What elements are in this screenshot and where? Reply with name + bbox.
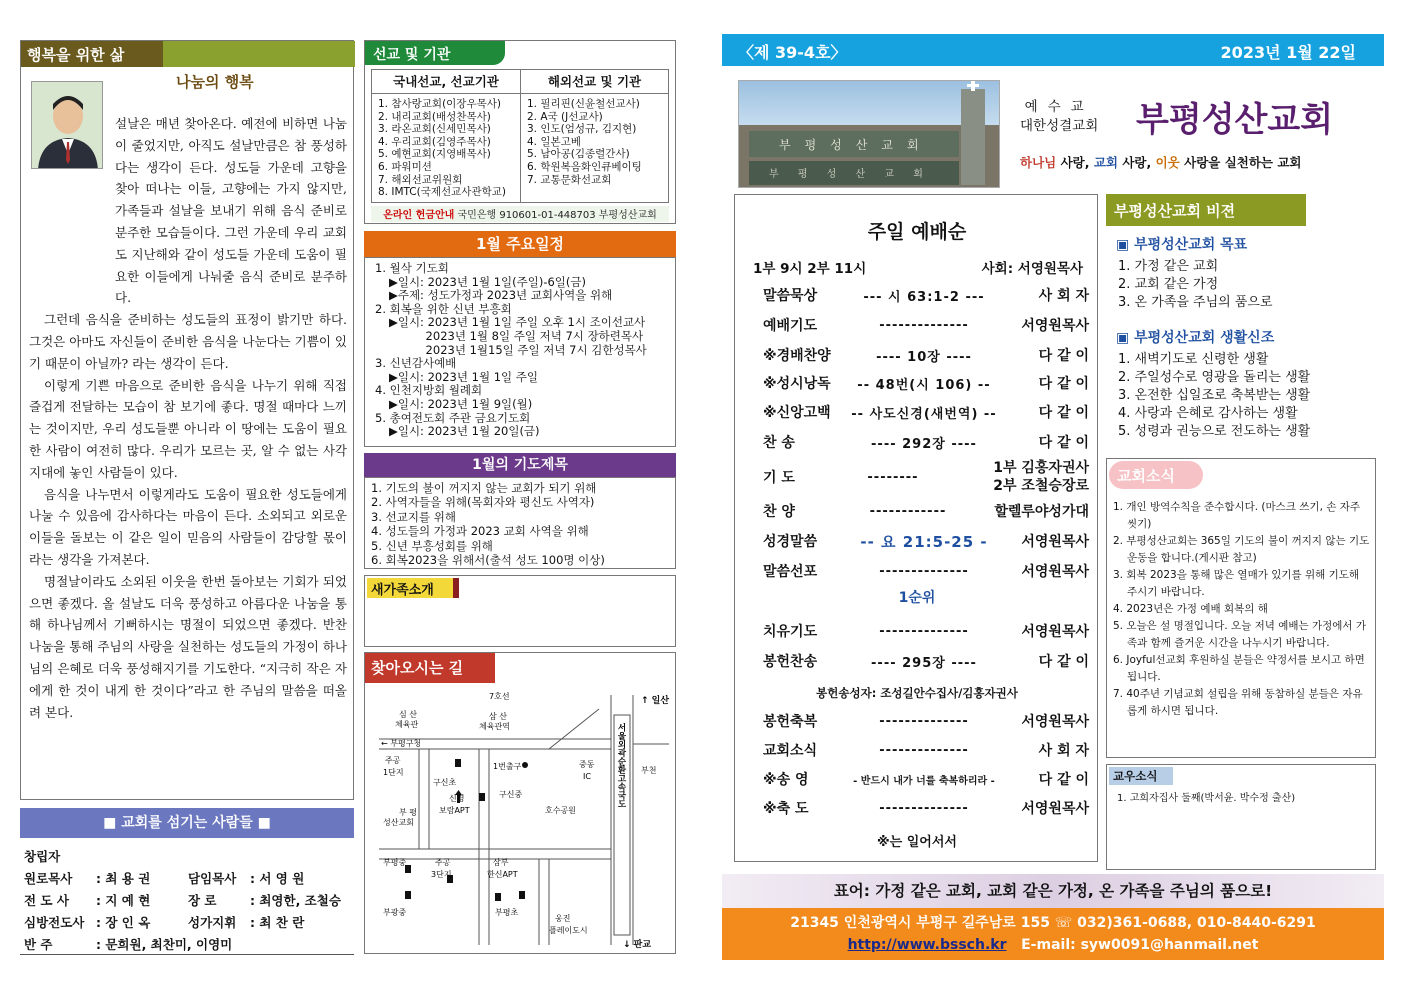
svg-text:호수공원: 호수공원 — [545, 806, 576, 815]
list-item: 7. 40주년 기념교회 설립을 위해 동참하실 분들은 자유롭게 하시면 됩니다. — [1113, 688, 1363, 717]
svg-text:1번출구: 1번출구 — [493, 762, 522, 771]
servant-name: : 최영한, 조철승 — [250, 893, 341, 908]
svg-text:부평초: 부평초 — [495, 908, 519, 917]
worship-item-title: 찬 양 — [763, 504, 795, 520]
list-item: 4. 성도들의 가정과 2023 교회 사역을 위해 — [371, 524, 589, 539]
worship-item — [763, 459, 1089, 495]
svg-text:부 평: 부 평 — [399, 808, 417, 817]
list-item: 1. 참사랑교회(이장우목사) — [378, 98, 501, 110]
overseas-header: 해외선교 및 기관 — [521, 70, 668, 94]
worship-item-title: 말씀묵상 — [763, 288, 818, 304]
essay-header-strip — [163, 41, 355, 67]
list-item: 3. 선교지를 위해 — [371, 509, 456, 524]
worship-item — [763, 343, 1089, 367]
worship-item-person: 서영원목사 — [1021, 714, 1089, 730]
list-item: 5. 신년 부흥성회를 위해 — [371, 538, 493, 553]
svg-text:주공: 주공 — [435, 858, 451, 867]
worship-item-content: ---- 292장 ---- — [871, 436, 977, 452]
svg-text:주공: 주공 — [385, 756, 401, 765]
list-item: 3. 온전한 십일조로 축복받는 생활 — [1118, 388, 1311, 404]
worship-item-content: - 반드시 내가 너를 축복하리라 - — [853, 775, 995, 787]
svg-text:한신APT: 한신APT — [487, 870, 518, 879]
worship-item-title: 봉헌찬송 — [763, 654, 818, 670]
servants-header: ■ 교회를 섬기는 사람들 ■ — [20, 808, 354, 838]
worship-item-person: 서영원목사 — [1021, 534, 1089, 550]
church-news-title: 교회소식 — [1109, 461, 1203, 489]
essay-paragraph: 명절날이라도 소외된 이웃을 한번 돌아보는 기회가 되었으면 좋겠다. 올 설날도 더욱 풍성하고 아름다운 나눔을 통해 하나님께서 기뻐하시는 명절이 되었으면 좋겠다. 반찬 나눔을 통해 주님의 사랑을 실천하는 성도들의 가정이 하나님의 은혜로 더욱 풍성해지기를 기도한다. “지극히 작은 자에게 한 것이 내게 한 것이다”라고 한 주님의 말씀을 떠올려 본다. — [29, 573, 347, 720]
missions-table — [371, 69, 669, 203]
january-schedule-header: 1월 주요일정 — [364, 231, 676, 257]
servant-row — [24, 890, 354, 912]
svg-text:체육관: 체육관 — [395, 720, 419, 729]
worship-item — [763, 649, 1089, 673]
svg-text:삼부: 삼부 — [493, 858, 509, 867]
schedule-detail: ▶일시: 2023년 1월 1일(주일)-6일(금) — [389, 274, 586, 289]
worship-item-person: 다 같 이 — [1038, 348, 1089, 364]
schedule-detail: ▶일시: 2023년 1월 9일(월) — [389, 396, 533, 411]
list-item: 5. 오늘은 설 명절입니다. 오늘 저녁 예배는 가정에서 가족과 함께 즐거운 시간을 나누시기 바랍니다. — [1113, 620, 1367, 649]
servant-name: : 최 찬 란 — [250, 915, 305, 930]
issue-number: 〈제 39-4호〉 — [738, 43, 847, 62]
svg-text:보람APT: 보람APT — [439, 806, 470, 815]
worship-item-person: 다 같 이 — [1038, 435, 1089, 451]
worship-item-title: 봉헌축복 — [763, 714, 818, 730]
svg-text:신명: 신명 — [449, 794, 465, 803]
online-offering-label: 온라인 헌금안내 — [383, 210, 455, 221]
svg-text:1단지: 1단지 — [383, 768, 404, 777]
worship-item-person: 다 같 이 — [1038, 772, 1089, 788]
essay-body — [29, 113, 347, 723]
worship-item-content: -------------- — [879, 623, 969, 639]
worship-item-content: ---- 295장 ---- — [871, 655, 977, 671]
svg-text:↓ 판교: ↓ 판교 — [623, 940, 652, 950]
church-building-photo — [738, 80, 1000, 188]
worship-item-title: 교회소식 — [763, 743, 818, 759]
denomination-line-2: 대한성결교회 — [1020, 118, 1099, 134]
servant-row — [24, 912, 354, 934]
first-priority-label: 1순위 — [898, 590, 936, 606]
worship-item — [763, 738, 1089, 762]
worship-item — [763, 559, 1089, 583]
schedule-detail: 2023년 1월15일 주일 저녁 7시 김한성목사 — [389, 342, 647, 357]
worship-item-person: 서영원목사 — [1021, 318, 1089, 334]
svg-text:3단지: 3단지 — [431, 870, 452, 879]
svg-text:서울외곽순환고속국도: 서울외곽순환고속국도 — [616, 723, 626, 808]
servant-role: 담임목사 — [188, 871, 237, 886]
essay-section — [20, 40, 354, 800]
contact-footer — [722, 908, 1384, 960]
worship-item-content: -------- — [867, 469, 919, 485]
worship-item-person: 사 회 자 — [1038, 743, 1089, 759]
worship-item — [763, 283, 1089, 307]
servant-name: : 지 예 현 — [96, 893, 151, 908]
address: 21345 인천광역시 부평구 길주남로 155 ☏ 032)361-0688, 010-8440-6291 — [790, 915, 1316, 931]
motto-word: 하나님 — [1020, 155, 1057, 170]
essay-paragraph: 설날은 매년 찾아온다. 예전에 비하면 나눔이 줄었지만, 아직도 설날만큼은 참 풍성하다는 생각이 든다. 성도들 가운데 고향을 찾아 떠나는 이들, 고향에는 가지 않지만, 가족들과 설날을 보내기 위해 음식 준비로 분주한 모습들이다. 그런 가운데 우리 교회도 지난해와 같이 성도들 가운데 도움이 필요한 이들에게 나눠줄 음식 준비로 분주하다. — [115, 116, 347, 306]
slogan: 표어: 가정 같은 교회, 교회 같은 가정, 온 가족을 주님의 품으로! — [722, 874, 1384, 908]
motto-text: 사랑, — [1118, 155, 1156, 170]
goal-heading: ▣ 부평성산교회 목표 — [1116, 237, 1248, 253]
service-times: 1부 9시 2부 11시 — [753, 261, 867, 277]
creed-heading: ▣ 부평성산교회 생활신조 — [1116, 329, 1275, 346]
list-item: 3. 인도(엄성규, 김지현) — [527, 123, 637, 136]
servant-name: : 문희원, 최찬미, 이영미 — [96, 937, 233, 952]
divider — [20, 954, 354, 955]
list-item: 3. 회복 2023을 통해 많은 열매가 있기를 위해 기도해 주시기 바랍니다. — [1113, 569, 1360, 598]
worship-item-person: 서영원목사 — [1021, 624, 1089, 640]
worship-item-title: ※경배찬양 — [763, 348, 831, 364]
schedule-detail: 2023년 1월 8일 주일 저녁 7시 장하련목사 — [389, 328, 644, 343]
worship-item-content: ---- 10장 ---- — [876, 349, 972, 365]
list-item: 6. 회복2023을 위해서(출석 성도 100명 이상) — [371, 553, 605, 568]
svg-text:심 산: 심 산 — [399, 710, 417, 719]
prayer-topics-header: 1월의 기도제목 — [364, 453, 676, 477]
svg-text:부 평 성 산 교 회: 부 평 성 산 교 회 — [769, 169, 931, 180]
domestic-missions — [372, 70, 520, 202]
worship-item-person: 사 회 자 — [1038, 288, 1089, 304]
list-item: 4. 사랑과 은혜로 감사하는 생활 — [1118, 406, 1298, 422]
essay-paragraph: 이렇게 기쁜 마음으로 준비한 음식을 나누기 위해 직접 즐겁게 전달하는 모습이 참 보기에 좋다. 명절 때마다 느끼는 것이지만, 우리 성도들뿐 아니라 이 땅에는 도움이 필요한 사람이 여전히 많다. 우리가 모르는 곳, 알 수 없는 사각지대에 놓인 사람들이 있다. — [29, 377, 347, 480]
svg-text:IC: IC — [583, 772, 591, 781]
new-family-title: 새가족소개 — [367, 578, 459, 598]
worship-item-content: ------------ — [869, 503, 947, 519]
worship-item-person: 할렐루야성가대 — [994, 504, 1089, 520]
list-item: 2. 내리교회(배성찬목사) — [378, 110, 491, 123]
worship-item-title: 예배기도 — [763, 318, 818, 334]
list-item: 1. 필리핀(신윤철선교사) — [527, 98, 640, 110]
worship-item-title: ※신앙고백 — [763, 405, 831, 421]
svg-text:삼 산: 삼 산 — [489, 712, 507, 721]
list-item: 1. 기도의 불이 꺼지지 않는 교회가 되기 위해 — [371, 481, 597, 495]
worship-item-person: 다 같 이 — [1038, 654, 1089, 670]
worship-item-content: -- 48번(시 106) -- — [857, 377, 991, 393]
svg-text:↑ 일산: ↑ 일산 — [641, 696, 670, 706]
motto-word: 이웃 — [1155, 155, 1180, 170]
servant-role: 성가지휘 — [188, 915, 237, 930]
denomination — [1020, 98, 1098, 136]
worship-order — [734, 194, 1098, 862]
email[interactable]: E-mail: syw0091@hanmail.net — [1021, 937, 1259, 953]
worship-item-person: 서영원목사 — [1021, 564, 1089, 580]
worship-item-title: 찬 송 — [763, 435, 795, 451]
denomination-line-1: 예수교 — [1024, 99, 1094, 115]
list-item: 6. 파워미션 — [378, 160, 432, 173]
list-item: 3. 라온교회(신세민목사) — [378, 123, 491, 136]
worship-item-person: 다 같 이 — [1038, 376, 1089, 392]
list-item: 4. 일본고베 — [527, 135, 581, 148]
worship-item-title: 치유기도 — [763, 624, 818, 640]
essay-paragraph: 그런데 음식을 준비하는 성도들의 표정이 밝기만 하다. 그것은 아마도 자신들이 준비한 음식을 나눈다는 기쁨이 있기 때문이 아닐까? 라는 생각이 든다. — [29, 312, 347, 371]
servant-name: : 최 용 권 — [96, 871, 151, 886]
list-item: 5. 남아공(김종렬간사) — [527, 148, 630, 161]
list-item: 1. 고희자집사 둘째(박서윤. 박수정 출산) — [1117, 793, 1296, 804]
list-item: 6. 학원복음화인큐베이팅 — [527, 160, 642, 173]
servant-role: 전 도 사 — [24, 893, 69, 908]
worship-title: 주일 예배순 — [867, 221, 967, 243]
essay-section-title: 행복을 위한 삶 — [21, 41, 163, 67]
worship-host: 사회: 서영원목사 — [981, 261, 1083, 277]
motto-word: 교회 — [1093, 155, 1118, 170]
motto-text: 사랑을 실천하는 교회 — [1179, 155, 1302, 170]
schedule-detail: ▶일시: 2023년 1월 1일 주일 — [389, 369, 539, 384]
servant-name: : 서 영 원 — [250, 871, 305, 886]
svg-text:구신중: 구신중 — [499, 790, 523, 799]
servants-list — [24, 846, 354, 956]
worship-item-content: -------------- — [879, 563, 969, 579]
worship-item-person: 서영원목사 — [1021, 801, 1089, 817]
worship-item-title: 기 도 — [763, 470, 795, 486]
worship-item — [763, 499, 1089, 523]
worship-item-person: 1부 김홍자권사 2부 조철승장로 — [993, 460, 1089, 494]
worship-times — [753, 257, 1083, 277]
overseas-missions — [520, 70, 668, 202]
servant-role: 장 로 — [188, 893, 217, 908]
standing-note: ※는 일어서서 — [877, 835, 957, 850]
list-item: 6. Joyful선교회 후원하실 분들은 약정서를 보시고 하면 됩니다. — [1113, 654, 1365, 683]
worship-item-title: ※축 도 — [763, 801, 809, 817]
svg-text:부평성산교회: 부평성산교회 — [779, 138, 933, 152]
worship-item-title: 성경말씀 — [763, 534, 818, 550]
worship-item-person: 다 같 이 — [1038, 405, 1089, 421]
list-item: 1. 새벽기도로 신령한 생활 — [1118, 351, 1269, 367]
worship-item — [763, 529, 1089, 553]
online-offering-info — [371, 206, 669, 222]
list-item: 5. 성령과 권능으로 전도하는 생활 — [1118, 424, 1311, 440]
issue-date: 2023년 1월 22일 — [1220, 43, 1356, 62]
servant-row — [24, 868, 354, 890]
svg-text:성산교회: 성산교회 — [383, 818, 414, 827]
worship-item-content: --- 시 63:1-2 --- — [863, 289, 985, 305]
worship-item — [763, 619, 1089, 643]
offering-note: 봉헌송성자: 조성길안수집사/김홍자권사 — [816, 686, 1018, 700]
worship-item-content: -------------- — [879, 713, 969, 729]
website-link[interactable]: http://www.bssch.kr — [847, 937, 1007, 953]
founder-label: 창립자 — [24, 849, 61, 864]
worship-item — [763, 313, 1089, 337]
worship-item-title: 말씀선포 — [763, 564, 818, 580]
worship-item — [763, 400, 1089, 424]
servant-role: 원로목사 — [24, 871, 73, 886]
list-item: 1. 개인 방역수칙을 준수합시다. (마스크 쓰기, 손 자주 씻기) — [1113, 501, 1361, 530]
list-item: 4. 우리교회(김영주목사) — [378, 135, 491, 148]
essay-title: 나눔의 행복 — [176, 73, 254, 91]
church-name: 부평성산교회 — [1136, 100, 1334, 140]
worship-item — [763, 767, 1089, 791]
missions-section — [364, 40, 676, 224]
directions-title: 찾아오시는 길 — [365, 653, 495, 683]
svg-text:← 부평구청: ← 부평구청 — [381, 739, 422, 748]
vision-header: 부평성산교회 비젼 — [1106, 194, 1306, 226]
schedule-detail: ▶일시: 2023년 1월 20일(금) — [389, 424, 540, 439]
svg-text:체육관역: 체육관역 — [479, 722, 510, 731]
worship-item — [763, 371, 1089, 395]
schedule-item: 5. 총여전도회 주관 금요기도회 — [375, 410, 531, 425]
domestic-header: 국내선교, 선교기관 — [372, 70, 520, 94]
schedule-item: 3. 신년감사예배 — [375, 356, 457, 371]
servant-role: 심방전도사 — [24, 915, 85, 930]
worship-item-title: ※성시낭독 — [763, 376, 831, 392]
worship-item-content: -------------- — [879, 800, 969, 816]
worship-item-content: -------------- — [879, 317, 969, 333]
svg-text:부광중: 부광중 — [383, 908, 407, 917]
list-item: 1. 가정 같은 교회 — [1118, 259, 1219, 274]
essay-paragraph: 음식을 나누면서 이렇게라도 도움이 필요한 성도들에게 나눌 수 있음에 감사하다는 마음이 든다. 소외되고 외로운 이들을 돌보는 이 같은 일이 믿음의 사람들이 감당할 몫이라는 생각을 가져본다. — [29, 486, 347, 567]
missions-title: 선교 및 기관 — [365, 41, 505, 65]
member-news-section — [1106, 764, 1376, 870]
new-family-section — [364, 575, 676, 647]
schedule-item: 4. 인천지방회 월례회 — [375, 383, 483, 398]
svg-text:중동: 중동 — [579, 760, 595, 769]
worship-item — [763, 430, 1089, 454]
list-item: 7. 해외선교위원회 — [378, 173, 463, 186]
worship-item-content: -- 사도신경(새번역) -- — [851, 406, 997, 422]
worship-item-content: -------------- — [879, 742, 969, 758]
svg-text:웅진: 웅진 — [555, 914, 571, 923]
list-item: 2. A국 (J선교사) — [527, 110, 603, 123]
worship-item — [763, 709, 1089, 733]
schedule-detail: ▶일시: 2023년 1월 1일 주일 오후 1시 조이선교사 — [389, 315, 646, 330]
list-item: 2. 부평성산교회는 365일 기도의 불이 꺼지지 않는 기도운동을 합니다.(게시판 참고) — [1113, 535, 1370, 564]
schedule-item: 2. 회복을 위한 신년 부흥회 — [375, 301, 512, 316]
list-item: 8. IMTC(국제선교사관학교) — [378, 186, 506, 199]
servant-role: 반 주 — [24, 937, 53, 952]
issue-header-bar — [722, 34, 1384, 66]
list-item: 2. 사역자들을 위해(목회자와 평신도 사역자) — [371, 495, 595, 510]
schedule-detail: ▶주제: 성도가정과 2023년 교회사역을 위해 — [389, 288, 613, 303]
servant-name: : 장 인 옥 — [96, 915, 151, 930]
servant-row — [24, 934, 354, 956]
schedule-item: 1. 월삭 기도회 — [375, 261, 449, 275]
church-news-section — [1106, 458, 1376, 758]
vision-section — [1106, 226, 1376, 452]
list-item: 5. 예현교회(지영배목사) — [378, 148, 491, 161]
motto-text: 사랑, — [1056, 155, 1094, 170]
member-news-title: 교우소식 — [1109, 767, 1173, 785]
worship-item — [763, 796, 1089, 820]
svg-text:부천: 부천 — [641, 766, 657, 775]
list-item: 2. 교회 같은 가정 — [1118, 277, 1219, 293]
svg-text:구신초: 구신초 — [433, 778, 457, 787]
directions-section — [364, 652, 676, 954]
worship-item-title: ※송 영 — [763, 772, 809, 788]
list-item: 2. 주일성수로 영광을 돌리는 생활 — [1118, 369, 1311, 385]
scripture-reading: -- 요 21:5-25 - — [860, 532, 988, 551]
svg-text:부평중: 부평중 — [383, 858, 407, 867]
prayer-topics — [364, 477, 676, 569]
bank-account: 국민은행 910601-01-448703 부평성산교회 — [457, 210, 657, 221]
list-item: 4. 2023년은 가정 예배 회복의 해 — [1113, 603, 1268, 615]
svg-text:플레이도시: 플레이도시 — [549, 926, 588, 935]
list-item: 7. 교통문화선교회 — [527, 173, 612, 186]
list-item: 3. 온 가족을 주님의 품으로 — [1118, 295, 1273, 311]
january-schedule — [364, 257, 676, 447]
church-motto — [1020, 153, 1302, 171]
svg-text:7호선: 7호선 — [489, 692, 510, 701]
directions-map — [369, 689, 673, 951]
